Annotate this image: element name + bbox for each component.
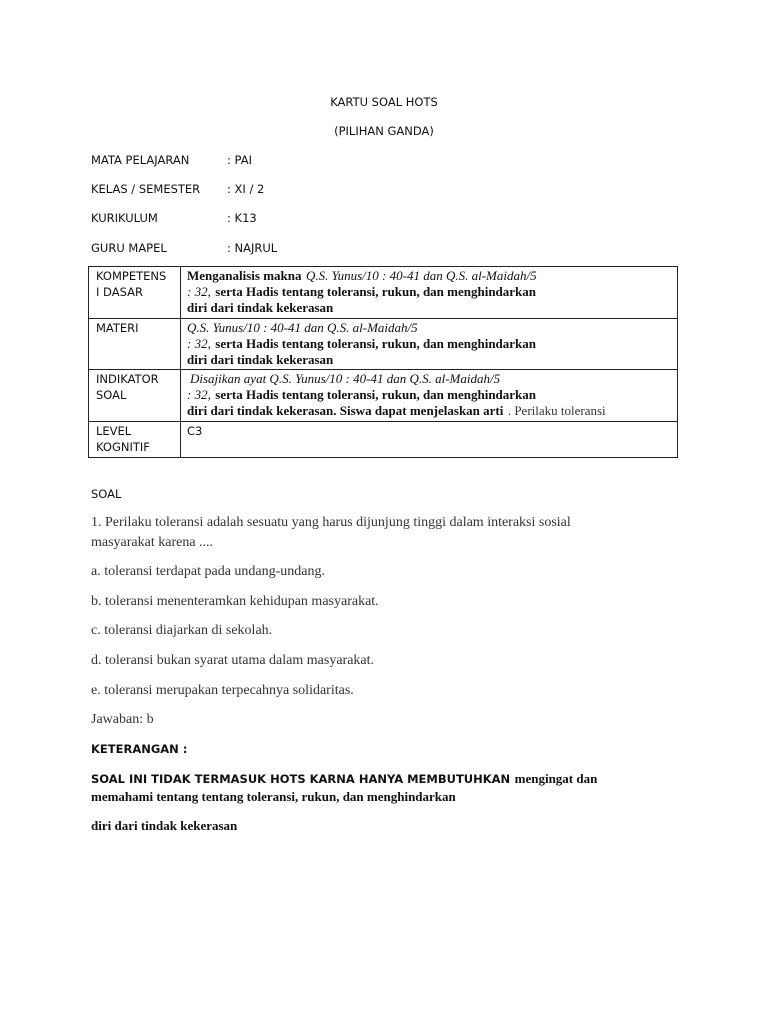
meta-value: : PAI	[227, 153, 252, 167]
row-label	[89, 370, 181, 422]
row-content	[181, 370, 678, 422]
row-content	[181, 267, 678, 319]
text-bold: serta Hadis tentang toleransi, rukun, dan menghindarkan	[215, 284, 537, 299]
option-d: d. toleransi bukan syarat utama dalam masyarakat.	[91, 653, 375, 668]
option-c: c. toleransi diajarkan di sekolah.	[91, 623, 273, 638]
label-line: KOMPETENS	[96, 269, 167, 283]
row-content	[181, 422, 678, 458]
table-row-materi	[89, 319, 678, 370]
text-bold: diri dari tindak kekerasan	[187, 300, 334, 315]
meta-value: : XI / 2	[227, 182, 265, 196]
soal-heading: SOAL	[91, 487, 122, 501]
document-title: KARTU SOAL HOTS	[330, 95, 438, 109]
text-bold: serta Hadis tentang toleransi, rukun, dan menghindarkan	[215, 336, 537, 351]
text-italic: : 32,	[187, 284, 211, 299]
row-label	[89, 319, 181, 370]
meta-label: MATA PELAJARAN	[91, 153, 190, 167]
label-line: LEVEL	[96, 424, 132, 438]
table-row-kompetensi	[89, 267, 678, 319]
option-b: b. toleransi menenteramkan kehidupan masyarakat.	[91, 594, 379, 609]
keterangan-line-3: diri dari tindak kekerasan	[91, 818, 238, 833]
document-subtitle: (PILIHAN GANDA)	[334, 124, 434, 138]
text-bold: diri dari tindak kekerasan. Siswa dapat menjelaskan arti	[187, 403, 504, 418]
question-line-1: 1. Perilaku toleransi adalah sesuatu yang harus dijunjung tinggi dalam interaksi sosial	[91, 515, 571, 530]
table-row-indikator	[89, 370, 678, 422]
option-e: e. toleransi merupakan terpecahnya solidaritas.	[91, 683, 354, 698]
row-label	[89, 267, 181, 319]
keterangan-line-1	[91, 770, 597, 788]
text-italic: Q.S. Yunus/10 : 40-41 dan Q.S. al-Maidah/5	[187, 320, 418, 335]
row-label	[89, 422, 181, 458]
text-bold-sans: SOAL INI TIDAK TERMASUK HOTS KARNA HANYA MEMBUTUHKAN	[91, 772, 511, 786]
text-italic: : 32,	[187, 387, 211, 402]
table-row-level	[89, 422, 678, 458]
question-line-2: masyarakat karena ....	[91, 535, 214, 550]
text-bold: diri dari tindak kekerasan	[187, 352, 334, 367]
text-italic: : 32,	[187, 336, 211, 351]
answer: Jawaban: b	[91, 712, 154, 727]
meta-value: : K13	[227, 211, 257, 225]
label-line: MATERI	[96, 321, 139, 335]
text-bold: serta Hadis tentang toleransi, rukun, dan menghindarkan	[215, 387, 537, 402]
meta-value: : NAJRUL	[227, 241, 278, 255]
level-value: C3	[187, 424, 203, 438]
keterangan-line-2: memahami tentang tentang toleransi, rukun, dan menghindarkan	[91, 789, 456, 804]
meta-label: KURIKULUM	[91, 211, 158, 225]
label-line: INDIKATOR	[96, 372, 159, 386]
meta-label: GURU MAPEL	[91, 241, 167, 255]
keterangan-heading: KETERANGAN :	[91, 742, 188, 756]
text-italic: Q.S. Yunus/10 : 40-41 dan Q.S. al-Maidah/5	[305, 268, 537, 283]
text-bold: mengingat dan	[514, 771, 598, 786]
row-content	[181, 319, 678, 370]
label-line: I DASAR	[96, 285, 143, 299]
option-a: a. toleransi terdapat pada undang-undang.	[91, 564, 326, 579]
text-plain: . Perilaku toleransi	[507, 403, 606, 418]
label-line: KOGNITIF	[96, 440, 150, 454]
text-bold: Menganalisis makna	[187, 268, 302, 283]
text-italic: Disajikan ayat Q.S. Yunus/10 : 40-41 dan Q.S. al-Maidah/5	[190, 371, 501, 386]
kartu-soal-table	[88, 266, 678, 458]
label-line: SOAL	[96, 388, 127, 402]
meta-label: KELAS / SEMESTER	[91, 182, 201, 196]
